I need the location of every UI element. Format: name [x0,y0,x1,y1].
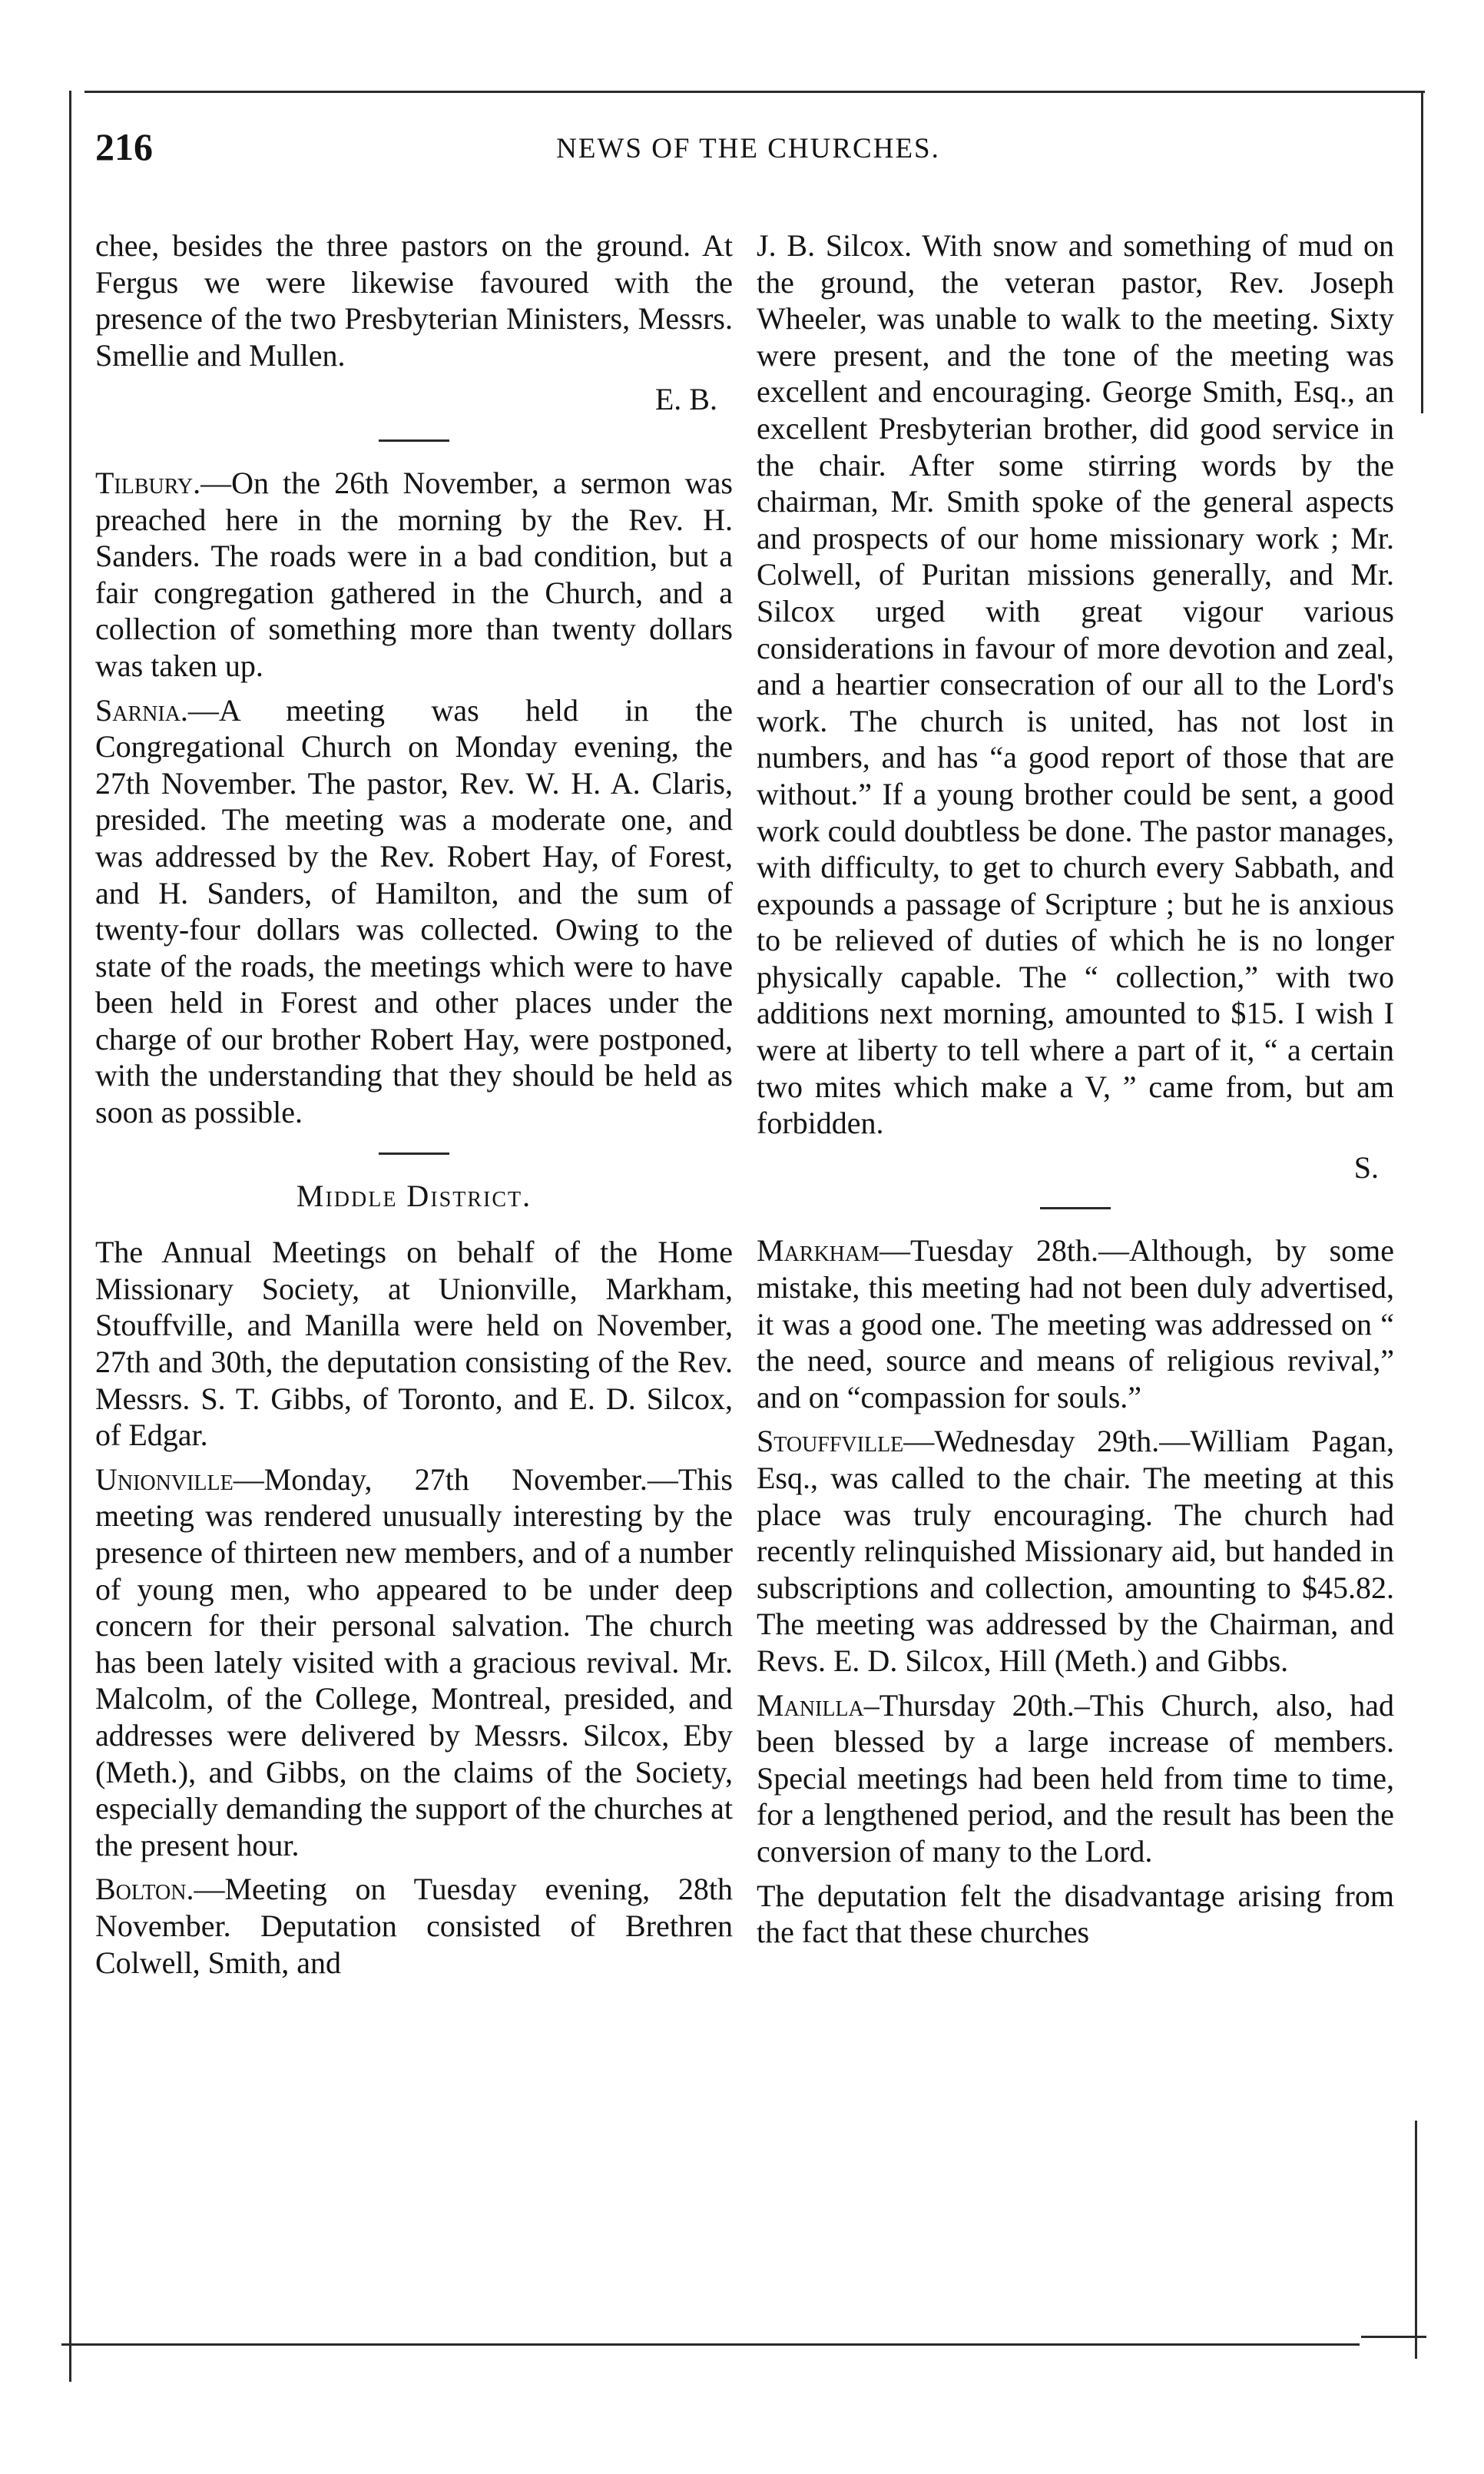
running-title: NEWS OF THE CHURCHES. [556,133,940,164]
section-rule [1040,1207,1111,1209]
place-name-bolton: Bolton. [95,1872,194,1907]
paragraph-continued-right: J. B. Silcox. With snow and something of mud on the ground, the veteran pastor, Rev. Joseph Wheeler, was unable to walk to the meeting. Sixty were present, and the tone of the meeting was excellent and encouraging. George Smith, Esq., an excellent Presbyterian brother, did good service in the chair. After some stirring words by the chairman, Mr. Smith spoke of the general aspects and prospects of our home missionary work ; Mr. Colwell, of Puritan missions generally, and Mr. Silcox urged with great vigour various considerations in favour of more devotion and zeal, and a heartier consecration of our all to the Lord's work. The church is united, has not lost in numbers, and has “a good report of those that are without.” If a young brother could be sent, a good work could doubtless be done. The pastor manages, with difficulty, to get to church every Sabbath, and expounds a passage of Scripture ; but he is anxious to be relieved of duties of which he is no longer physically capable. The “ collection,” with two additions next morning, amounted to $15. I wish I were at liberty to tell where a part of it, “ a certain two mites which make a V, ” came from, but am forbidden. [757,228,1394,1141]
paragraph-bolton [95,1871,733,1981]
page-border-bottom [61,2343,1360,2346]
page-border-right [1421,91,1423,413]
bolton-text: —Meeting on Tuesday evening, 28th November. Deputation consisted of Brethren Colwell, Smith, and [95,1872,733,1980]
tilbury-text: —On the 26th November, a sermon was preached here in the morning by the Rev. H. Sanders. The roads were in a bad condition, but a fair congregation gathered in the Church, and a collection of something more than twenty dollars was taken up. [95,465,733,683]
sarnia-text: —A meeting was held in the Congregational Church on Monday evening, the 27th November. The pastor, Rev. W. H. A. Claris, presided. The meeting was a moderate one, and was addressed by the Rev. Robert Hay, of Forest, and H. Sanders, of Hamilton, and the sum of twenty-four dollars was collected. Owing to the state of the roads, the meetings which were to have been held in Forest and other places under the charge of our brother Robert Hay, were postponed, with the understanding that they should be held as soon as possible. [95,692,733,1130]
page-border-right-lower [1415,2121,1417,2359]
paragraph-annual-meetings: The Annual Meetings on behalf of the Home Missionary Society, at Unionville, Markham, Stouffville, and Manilla were held on November, 27th and 30th, the deputation consisting of the Rev. Messrs. S. T. Gibbs, of Toronto, and E. D. Silcox, of Edgar. [95,1235,733,1453]
paragraph-tilbury [95,465,733,685]
place-name-tilbury: Tilbury. [95,465,201,500]
page-border-bottom-right [1361,2336,1426,2338]
section-heading-middle-district: Middle District. [296,1178,532,1213]
paragraph-unionville [95,1461,733,1864]
place-name-unionville: Unionville [95,1461,234,1497]
page-header [95,124,1401,180]
paragraph-stouffville [757,1423,1394,1679]
paragraph-markham [757,1232,1394,1415]
page-border-left [69,91,71,2382]
page-number: 216 [95,125,153,168]
paragraph-sarnia [95,692,733,1131]
manilla-text: –Thursday 20th.–This Church, also, had been blessed by a large increase of members. Special meetings had been held from time to time, for a lengthened period, and the result has been the conversion of many to the Lord. [757,1687,1394,1869]
stouffville-text: —Wednesday 29th.—William Pagan, Esq., was called to the chair. The meeting at this place was truly encouraging. The church had recently relinquished Missionary aid, but handed in subscriptions and collection, amounting to $45.82. The meeting was addressed by the Chairman, and Revs. E. D. Silcox, Hill (Meth.) and Gibbs. [757,1424,1394,1678]
place-name-markham: Markham [757,1233,880,1269]
left-column [95,227,733,1988]
markham-text: —Tuesday 28th.—Although, by some mistake, this meeting had not been duly advertised, it was a good one. The meeting was addressed on “ the need, source and means of religious revival,” and on “compassion for souls.” [757,1233,1394,1414]
unionville-text: —Monday, 27th November.—This meeting was rendered unusually interesting by the presence of thirteen new members, and of a number of young men, who appeared to be under deep concern for their personal salvation. The church has been lately visited with a gracious revival. Mr. Malcolm, of the College, Montreal, presided, and addresses were delivered by Messrs. Silcox, Eby (Meth.), and Gibbs, on the claims of the Society, especially demanding the support of the churches at the present hour. [95,1461,733,1862]
paragraph-manilla [757,1687,1394,1870]
place-name-stouffville: Stouffville [757,1424,904,1459]
right-column [757,227,1394,1958]
paragraph-deputation: The deputation felt the disadvantage arising from the fact that these churches [757,1878,1394,1950]
section-rule [379,439,449,442]
section-rule [379,1152,449,1155]
place-name-sarnia: Sarnia. [95,692,188,728]
place-name-manilla: Manilla [757,1687,864,1723]
page-border-top [84,91,1425,93]
signature-s: S. [1353,1149,1379,1185]
signature-eb: E. B. [654,382,717,417]
paragraph-continued: chee, besides the three pastors on the ground. At Fergus we were likewise favoured with the presence of the two Presbyterian Ministers, Messrs. Smellie and Mullen. [95,228,733,373]
